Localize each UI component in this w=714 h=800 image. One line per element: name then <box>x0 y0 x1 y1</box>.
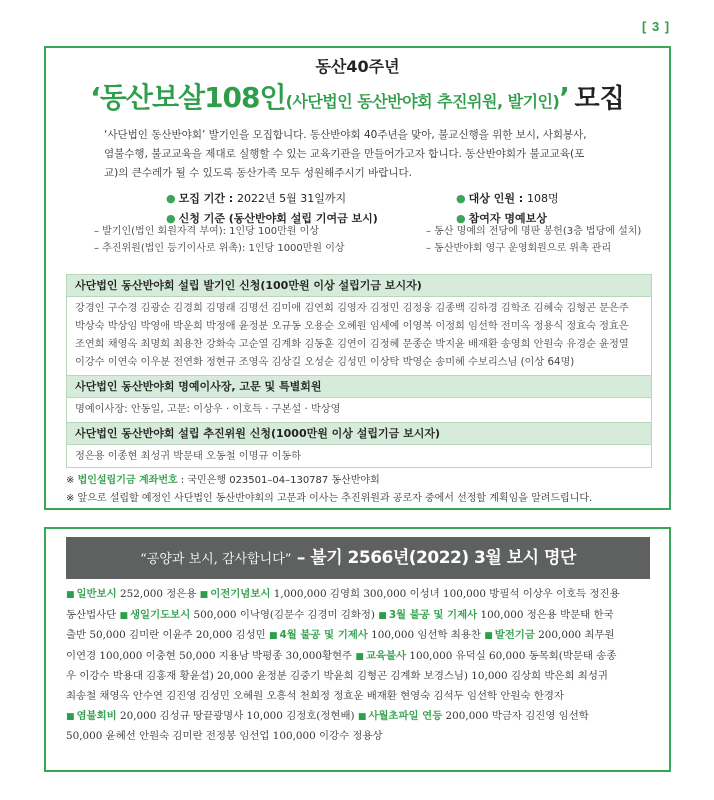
apply-criteria: ● 신청 기준 (동산반야회 설립 기여금 보시) <box>166 212 378 225</box>
section-heading-honorary: 사단법인 동산반야회 명예이사장, 고문 및 특별회원 <box>67 376 651 398</box>
account-note-value: : 국민은행 023501–04–130787 동산반야회 <box>177 475 380 486</box>
donation-line <box>66 707 651 728</box>
recruit-period: ● 모집 기간 : 2022년 5월 31일까지 <box>166 192 347 205</box>
founder-names-line: 이강수 이연숙 이우분 전연화 정현규 조영옥 김상길 오성순 김성민 이상탁 박영순 송미혜 수보리스님 (이상 64명) <box>75 357 575 368</box>
headline-open-quote: ‘ <box>90 81 100 114</box>
category-square-icon: ■ <box>119 610 129 621</box>
donor-entries: 이연경 100,000 이충현 50,000 지용남 박평종 30,000황현주 <box>66 649 356 662</box>
intro-line: 염불수행, 불교교육을 제대로 실행할 수 있는 교육기관을 만들어가고자 합니다. 동산반야회가 불교교육(포 <box>104 148 585 160</box>
donation-report-box <box>44 527 671 772</box>
participant-benefit: ● 참여자 명예보상 <box>456 212 547 225</box>
category-square-icon: ■ <box>378 610 387 621</box>
account-note-label: 법인설립기금 계좌번호 <box>77 475 178 486</box>
criteria-item: – 발기인(법인 회원자격 부여): 1인당 100만원 이상 <box>94 226 319 237</box>
section-heading-founders: 사단법인 동산반야회 설립 발기인 신청(100만원 이상 설립기금 보시자) <box>67 275 651 297</box>
section-body-honorary <box>67 398 651 423</box>
donation-category: 4월 불공 및 기제사 <box>279 629 368 642</box>
donation-line <box>66 727 651 747</box>
benefit-item: – 동산반야회 영구 운영회원으로 위촉 관리 <box>426 243 612 254</box>
category-square-icon: ■ <box>66 711 75 722</box>
donation-line <box>66 647 651 668</box>
page-number: [ 3 ] <box>642 19 671 34</box>
category-square-icon: ■ <box>66 590 75 600</box>
headline-tail: 모집 <box>574 84 625 114</box>
committee-names-line: 정은용 이종현 최성귀 박문태 오동철 이명규 이동하 <box>75 451 302 462</box>
donation-category: 염불회비 <box>76 709 117 722</box>
donor-entries: 1,000,000 김영희 300,000 이성녀 100,000 방필석 이상우 이호득 정진용 <box>270 588 620 600</box>
donation-category: 3월 불공 및 기제사 <box>388 608 478 621</box>
account-note: ※ 법인설립기금 계좌번호 : 국민은행 023501–04–130787 동산반야회 <box>66 475 380 486</box>
notice-supertitle: 동산40주년 <box>315 57 400 76</box>
donation-list <box>66 585 651 747</box>
category-square-icon: ■ <box>268 631 278 642</box>
category-square-icon: ■ <box>199 590 209 600</box>
bullet-dot-icon: ● <box>456 212 466 225</box>
notice-headline <box>46 76 669 116</box>
intro-line: 교)의 큰수레가 될 수 있도록 동산가족 모두 성원해주시기 바랍니다. <box>104 167 412 179</box>
bullet-dot-icon: ● <box>456 192 466 205</box>
section-body-founders <box>67 297 651 376</box>
headline-close-quote: ’ <box>559 81 569 114</box>
donor-entries: 출반 50,000 김미란 이윤주 20,000 김성민 <box>66 629 269 642</box>
headline-main: 동산보살108인 <box>99 81 286 114</box>
donation-category: 이전기념보시 <box>210 588 271 600</box>
bullet-dot-icon: ● <box>166 212 176 225</box>
notice-footnotes <box>66 472 662 508</box>
donation-category: 사월초파일 연등 <box>368 709 443 722</box>
donation-line <box>66 626 651 647</box>
banner-quote: “공양과 보시, 감사합니다” <box>140 552 292 567</box>
donor-entries: 100,000 임선학 최용찬 <box>367 629 485 642</box>
donation-banner <box>66 537 650 579</box>
donation-category: 교육불사 <box>365 649 407 662</box>
donor-entries: 우 이강수 박용대 김홍재 황윤섭) 20,000 윤정분 김중기 박윤희 김형곤 김계화 보경스님) 10,000 김상희 박은희 최성귀 <box>66 670 608 683</box>
donor-entries: 20,000 김성규 땅끝광명사 10,000 김정호(정현배) <box>116 709 358 722</box>
category-square-icon: ■ <box>355 651 364 662</box>
applicant-list-panel <box>66 274 652 468</box>
donation-line <box>66 585 651 606</box>
honorary-names-line: 명예이사장: 안동일, 고문: 이상우 · 이호득 · 구본설 · 박상영 <box>75 404 341 415</box>
donor-entries: 50,000 윤혜선 안원숙 김미란 전정봉 임선업 100,000 이강수 정용상 <box>66 730 383 743</box>
section-body-committee <box>67 445 651 469</box>
notice-intro <box>104 126 624 183</box>
recruitment-notice-box <box>44 46 671 510</box>
banner-title: – 불기 2566년(2022) 3월 보시 명단 <box>291 548 576 568</box>
intro-line: ‘사단법인 동산반야회’ 발기인을 모집합니다. 동산반야회 40주년을 맞아, 불교신행을 위한 보시, 사회봉사, <box>104 129 587 141</box>
donation-category: 일반보시 <box>76 588 117 600</box>
target-count: ● 대상 인원 : 108명 <box>456 192 559 205</box>
criteria-details <box>94 223 654 257</box>
donor-entries: 200,000 박금자 김진영 임선학 <box>442 709 589 722</box>
criteria-item: – 추진위원(법인 등기이사로 위촉): 1인당 1000만원 이상 <box>94 243 345 254</box>
donation-category: 발전기금 <box>494 629 535 642</box>
founder-names-line: 조연희 채영옥 최명희 최용찬 강화숙 고순열 김계화 김동훈 김연이 김정혜 문종순 박지윤 배재환 송영희 안원숙 유경순 윤정열 <box>75 339 629 350</box>
donation-line <box>66 687 651 707</box>
donor-entries: 100,000 유덕실 60,000 동목회(박문태 송종 <box>406 649 617 662</box>
donor-entries: 200,000 최무원 <box>534 629 615 642</box>
target-count-value: 108명 <box>527 192 559 205</box>
bullet-dot-icon: ● <box>166 192 176 205</box>
donor-entries: 500,000 이낙영(김문수 김경미 김화정) <box>190 608 379 621</box>
donor-entries: 252,000 정은용 <box>116 588 200 600</box>
section-heading-committee: 사단법인 동산반야회 설립 추진위원 신청(1000만원 이상 설립기금 보시자) <box>67 423 651 445</box>
future-plan-note: ※ 앞으로 설립할 예정인 사단법인 동산반야회의 고문과 이사는 추진위원과 공로자 중에서 선정할 계획임을 알려드립니다. <box>66 493 593 504</box>
category-square-icon: ■ <box>357 711 367 722</box>
founder-names-line: 강경인 구수경 김광순 김경희 김명래 김명선 김미애 김연희 김영자 김정민 김정웅 김종백 김하경 김학조 김혜숙 김형곤 문은주 <box>75 303 629 314</box>
headline-sub: (사단법인 동산반야회 추진위원, 발기인) <box>285 92 560 111</box>
donor-entries: 최송철 채영옥 안수연 김진영 김성민 오혜원 오흥석 천희정 정효운 배재환 현영숙 김석두 임선학 안원숙 한경자 <box>66 689 564 702</box>
founder-names-line: 박상숙 박상임 박영애 박운희 박정애 윤정분 오규동 오용순 오혜원 임세예 이영복 이정희 임선학 전미옥 정용식 정효숙 정효은 <box>75 321 629 332</box>
donation-line <box>66 667 651 687</box>
donor-entries: 동산법사단 <box>66 608 120 621</box>
benefit-item: – 동산 명예의 전당에 명판 봉헌(3층 법당에 설치) <box>426 226 642 237</box>
donation-line <box>66 606 651 627</box>
donor-entries: 100,000 정은용 박문태 한국 <box>477 608 614 621</box>
donation-category: 생일기도보시 <box>130 608 191 621</box>
recruit-period-value: 2022년 5월 31일까지 <box>237 192 347 205</box>
category-square-icon: ■ <box>484 631 493 642</box>
